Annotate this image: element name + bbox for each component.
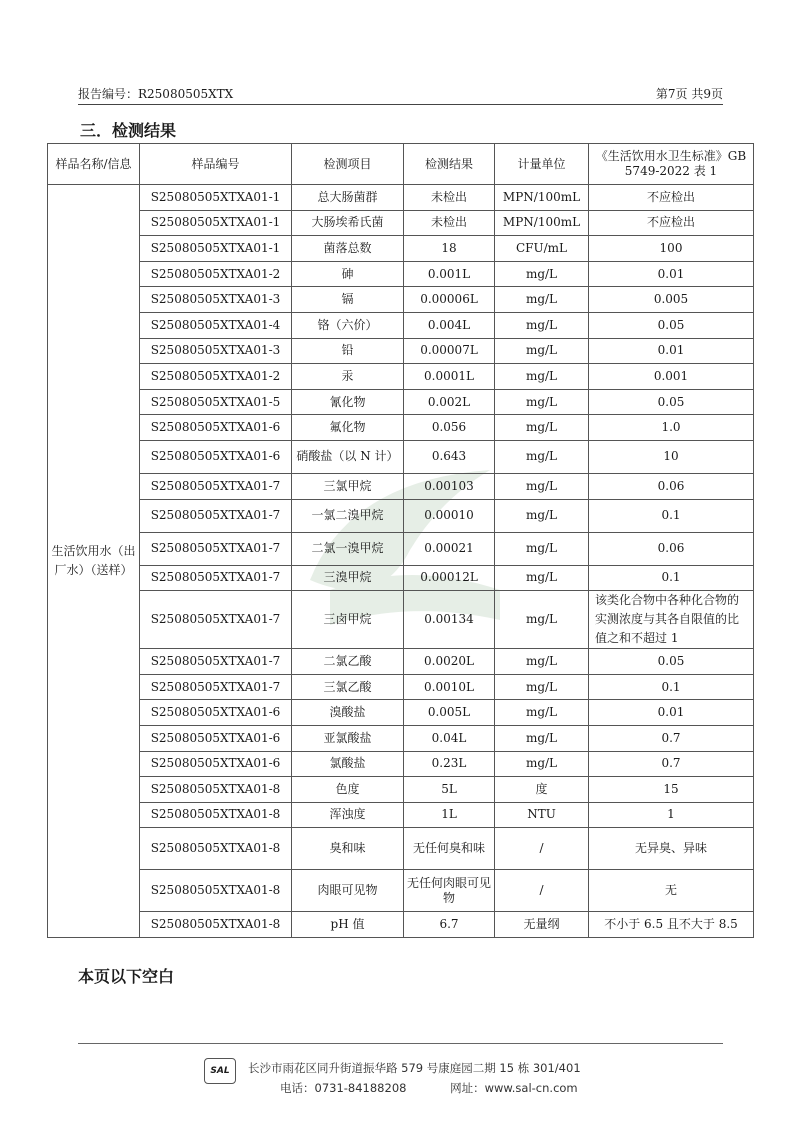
item-cell: 三溴甲烷: [292, 565, 404, 591]
sample-no-cell: S25080505XTXA01-7: [140, 649, 292, 675]
item-cell: 色度: [292, 777, 404, 803]
item-cell: 氯酸盐: [292, 751, 404, 777]
item-cell: 铅: [292, 338, 404, 364]
limit-cell: 0.06: [589, 532, 754, 565]
table-row: [48, 415, 754, 441]
footer-address: 长沙市雨花区同升街道振华路 579 号康庭园二期 15 栋 301/401: [248, 1061, 581, 1075]
unit-cell: CFU/mL: [495, 236, 589, 262]
result-cell: 未检出: [404, 210, 495, 236]
result-cell: 0.23L: [404, 751, 495, 777]
sample-no-cell: S25080505XTXA01-3: [140, 338, 292, 364]
limit-cell: 0.1: [589, 499, 754, 532]
result-cell: 5L: [404, 777, 495, 803]
unit-cell: mg/L: [495, 725, 589, 751]
table-row: [48, 828, 754, 870]
col-result: 检测结果: [404, 144, 495, 185]
limit-cell: 10: [589, 440, 754, 473]
item-cell: 汞: [292, 364, 404, 390]
result-cell: 0.0001L: [404, 364, 495, 390]
item-cell: 硝酸盐（以 N 计）: [292, 440, 404, 473]
unit-cell: mg/L: [495, 473, 589, 499]
table-row: [48, 499, 754, 532]
sample-no-cell: S25080505XTXA01-1: [140, 185, 292, 211]
unit-cell: mg/L: [495, 389, 589, 415]
item-cell: 氰化物: [292, 389, 404, 415]
limit-cell: 1: [589, 802, 754, 828]
result-cell: 无任何肉眼可见物: [404, 870, 495, 912]
sample-no-cell: S25080505XTXA01-6: [140, 751, 292, 777]
item-cell: 菌落总数: [292, 236, 404, 262]
sample-no-cell: S25080505XTXA01-1: [140, 210, 292, 236]
sample-no-cell: S25080505XTXA01-6: [140, 700, 292, 726]
limit-cell: 0.01: [589, 261, 754, 287]
result-cell: 0.04L: [404, 725, 495, 751]
sample-no-cell: S25080505XTXA01-2: [140, 364, 292, 390]
table-row: [48, 700, 754, 726]
limit-cell: 0.05: [589, 389, 754, 415]
limit-cell: 无异臭、异味: [589, 828, 754, 870]
sample-no-cell: S25080505XTXA01-6: [140, 725, 292, 751]
result-cell: 未检出: [404, 185, 495, 211]
sample-no-cell: S25080505XTXA01-8: [140, 870, 292, 912]
footer-phone: 电话：0731-84188208: [280, 1081, 407, 1095]
sample-no-cell: S25080505XTXA01-7: [140, 532, 292, 565]
unit-cell: mg/L: [495, 649, 589, 675]
item-cell: 亚氯酸盐: [292, 725, 404, 751]
sample-no-cell: S25080505XTXA01-7: [140, 473, 292, 499]
unit-cell: mg/L: [495, 499, 589, 532]
result-cell: 0.00010: [404, 499, 495, 532]
sample-no-cell: S25080505XTXA01-6: [140, 415, 292, 441]
unit-cell: mg/L: [495, 532, 589, 565]
sample-no-cell: S25080505XTXA01-1: [140, 236, 292, 262]
unit-cell: mg/L: [495, 287, 589, 313]
sample-no-cell: S25080505XTXA01-3: [140, 287, 292, 313]
item-cell: 氟化物: [292, 415, 404, 441]
unit-cell: mg/L: [495, 591, 589, 649]
unit-cell: mg/L: [495, 261, 589, 287]
sample-no-cell: S25080505XTXA01-7: [140, 674, 292, 700]
limit-cell: 0.1: [589, 674, 754, 700]
unit-cell: mg/L: [495, 364, 589, 390]
table-row: [48, 440, 754, 473]
result-cell: 0.0020L: [404, 649, 495, 675]
limit-cell: 不应检出: [589, 210, 754, 236]
limit-cell: 无: [589, 870, 754, 912]
result-cell: 0.00007L: [404, 338, 495, 364]
table-row: [48, 312, 754, 338]
sample-no-cell: S25080505XTXA01-8: [140, 912, 292, 938]
limit-cell: 0.005: [589, 287, 754, 313]
item-cell: 二氯乙酸: [292, 649, 404, 675]
result-cell: 0.001L: [404, 261, 495, 287]
sample-no-cell: S25080505XTXA01-8: [140, 802, 292, 828]
page-number: 第7页 共9页: [655, 87, 723, 101]
limit-cell: 0.7: [589, 725, 754, 751]
table-row: [48, 870, 754, 912]
table-row: [48, 473, 754, 499]
sample-no-cell: S25080505XTXA01-7: [140, 591, 292, 649]
table-row: [48, 287, 754, 313]
blank-note: 本页以下空白: [78, 967, 175, 986]
table-row: [48, 802, 754, 828]
result-cell: 6.7: [404, 912, 495, 938]
item-cell: pH 值: [292, 912, 404, 938]
result-cell: 0.00134: [404, 591, 495, 649]
unit-cell: mg/L: [495, 338, 589, 364]
limit-cell: 0.06: [589, 473, 754, 499]
table-row: [48, 591, 754, 649]
sample-no-cell: S25080505XTXA01-5: [140, 389, 292, 415]
item-cell: 砷: [292, 261, 404, 287]
result-cell: 0.056: [404, 415, 495, 441]
sample-no-cell: S25080505XTXA01-2: [140, 261, 292, 287]
unit-cell: mg/L: [495, 751, 589, 777]
item-cell: 臭和味: [292, 828, 404, 870]
table-row: [48, 364, 754, 390]
col-unit: 计量单位: [495, 144, 589, 185]
result-cell: 0.00103: [404, 473, 495, 499]
table-row: [48, 777, 754, 803]
limit-cell: 不应检出: [589, 185, 754, 211]
result-cell: 0.00006L: [404, 287, 495, 313]
item-cell: 肉眼可见物: [292, 870, 404, 912]
col-sample-no: 样品编号: [140, 144, 292, 185]
result-cell: 0.005L: [404, 700, 495, 726]
item-cell: 镉: [292, 287, 404, 313]
item-cell: 浑浊度: [292, 802, 404, 828]
unit-cell: mg/L: [495, 700, 589, 726]
table-row: [48, 236, 754, 262]
limit-cell: 1.0: [589, 415, 754, 441]
table-header-row: [48, 144, 754, 185]
unit-cell: /: [495, 870, 589, 912]
limit-cell: 100: [589, 236, 754, 262]
table-row: [48, 649, 754, 675]
limit-cell: 0.7: [589, 751, 754, 777]
unit-cell: 无量纲: [495, 912, 589, 938]
unit-cell: mg/L: [495, 415, 589, 441]
footer-contact: [280, 1080, 618, 1096]
sample-no-cell: S25080505XTXA01-7: [140, 565, 292, 591]
limit-cell: 不小于 6.5 且不大于 8.5: [589, 912, 754, 938]
limit-cell: 0.01: [589, 338, 754, 364]
table-row: [48, 565, 754, 591]
limit-cell: 0.001: [589, 364, 754, 390]
result-cell: 0.00021: [404, 532, 495, 565]
result-cell: 0.002L: [404, 389, 495, 415]
limit-cell: 0.1: [589, 565, 754, 591]
unit-cell: NTU: [495, 802, 589, 828]
sample-name-cell: 生活饮用水（出厂水）（送样）: [48, 185, 140, 938]
unit-cell: mg/L: [495, 312, 589, 338]
result-cell: 0.643: [404, 440, 495, 473]
sal-logo: SAL: [204, 1058, 236, 1084]
item-cell: 总大肠菌群: [292, 185, 404, 211]
sample-no-cell: S25080505XTXA01-7: [140, 499, 292, 532]
result-cell: 0.00012L: [404, 565, 495, 591]
item-cell: 铬（六价）: [292, 312, 404, 338]
item-cell: 二氯一溴甲烷: [292, 532, 404, 565]
page-header: [78, 86, 723, 105]
limit-cell: 0.05: [589, 649, 754, 675]
unit-cell: /: [495, 828, 589, 870]
limit-cell: 0.01: [589, 700, 754, 726]
unit-cell: mg/L: [495, 565, 589, 591]
result-cell: 无任何臭和味: [404, 828, 495, 870]
item-cell: 三氯乙酸: [292, 674, 404, 700]
sample-no-cell: S25080505XTXA01-8: [140, 777, 292, 803]
result-cell: 0.0010L: [404, 674, 495, 700]
table-row: [48, 185, 754, 211]
sample-no-cell: S25080505XTXA01-4: [140, 312, 292, 338]
unit-cell: 度: [495, 777, 589, 803]
limit-cell: 0.05: [589, 312, 754, 338]
table-row: [48, 338, 754, 364]
section-title: 三．检测结果: [80, 121, 177, 140]
item-cell: 大肠埃希氏菌: [292, 210, 404, 236]
col-sample-name: 样品名称/信息: [48, 144, 140, 185]
result-cell: 0.004L: [404, 312, 495, 338]
col-standard: 《生活饮用水卫生标准》GB 5749-2022 表 1: [589, 144, 754, 185]
item-cell: 三氯甲烷: [292, 473, 404, 499]
table-row: [48, 532, 754, 565]
table-row: [48, 725, 754, 751]
item-cell: 三卤甲烷: [292, 591, 404, 649]
results-table: [47, 143, 754, 938]
item-cell: 溴酸盐: [292, 700, 404, 726]
unit-cell: MPN/100mL: [495, 185, 589, 211]
unit-cell: mg/L: [495, 674, 589, 700]
table-row: [48, 389, 754, 415]
sample-no-cell: S25080505XTXA01-8: [140, 828, 292, 870]
table-row: [48, 261, 754, 287]
table-row: [48, 751, 754, 777]
table-row: [48, 210, 754, 236]
unit-cell: MPN/100mL: [495, 210, 589, 236]
table-row: [48, 674, 754, 700]
footer-divider: [78, 1043, 723, 1044]
item-cell: 一氯二溴甲烷: [292, 499, 404, 532]
result-cell: 18: [404, 236, 495, 262]
col-item: 检测项目: [292, 144, 404, 185]
table-row: [48, 912, 754, 938]
report-number: 报告编号：R25080505XTX: [78, 87, 234, 101]
unit-cell: mg/L: [495, 440, 589, 473]
limit-cell: 15: [589, 777, 754, 803]
footer-website: 网址：www.sal-cn.com: [450, 1081, 578, 1095]
limit-cell: 该类化合物中各种化合物的实测浓度与其各自限值的比值之和不超过 1: [589, 591, 754, 649]
sample-no-cell: S25080505XTXA01-6: [140, 440, 292, 473]
result-cell: 1L: [404, 802, 495, 828]
